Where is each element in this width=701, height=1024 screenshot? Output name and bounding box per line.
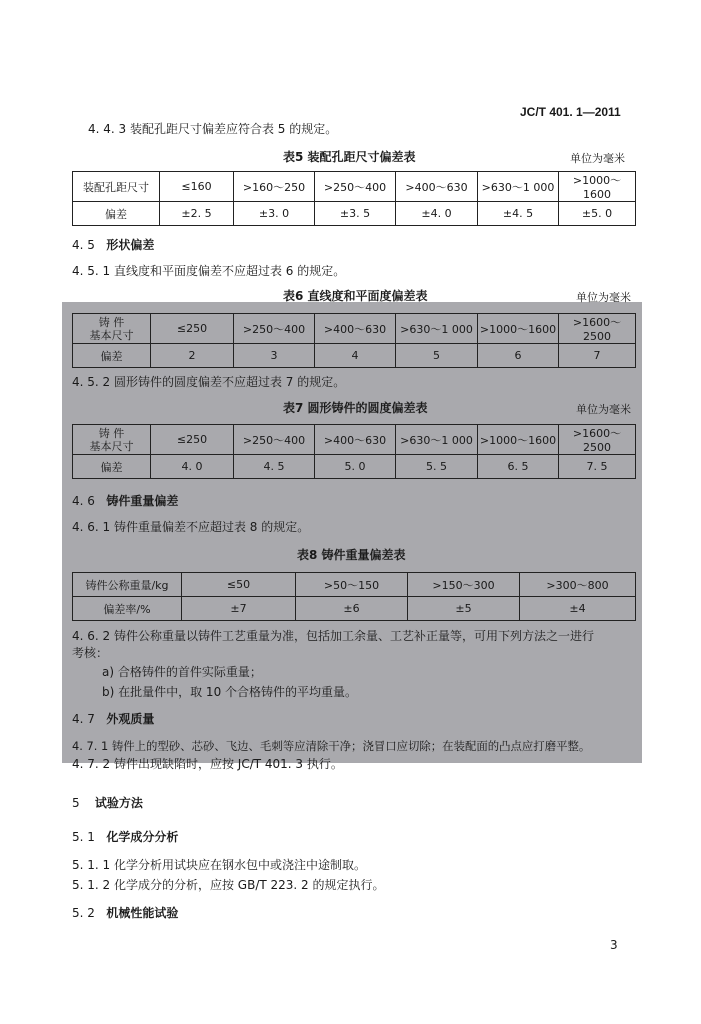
table5-cell: 偏差: [73, 202, 160, 226]
section-4-6-heading: [72, 492, 178, 509]
section-number: 5. 1: [72, 830, 95, 844]
table7-cell: >1000～1600: [478, 425, 559, 455]
table5-cell: >400～630: [396, 172, 478, 202]
table5-cell: ±4. 0: [396, 202, 478, 226]
table7-cell: 4. 5: [234, 455, 315, 479]
table6-cell: >250～400: [234, 314, 315, 344]
table7-title: 表7 圆形铸件的圆度偏差表: [283, 401, 428, 415]
table5-title: 表5 装配孔距尺寸偏差表: [283, 150, 416, 164]
table5-unit: 单位为毫米: [570, 152, 625, 165]
table5-cell: ≤160: [160, 172, 234, 202]
table8-cell: >150～300: [408, 573, 520, 597]
section-title: 外观质量: [106, 712, 155, 726]
section-5-heading: [72, 794, 143, 811]
table8-cell: 铸件公称重量/kg: [73, 573, 182, 597]
table7-cell: >1600～2500: [559, 425, 636, 455]
table6-cell: ≤250: [151, 314, 234, 344]
table7-row-2: [73, 455, 636, 479]
clause-4-6-1: 4. 6. 1 铸件重量偏差不应超过表 8 的规定。: [72, 520, 310, 534]
table6-cell: 2: [151, 344, 234, 368]
table7-cell: >250～400: [234, 425, 315, 455]
section-number: 4. 5: [72, 238, 95, 252]
table6-cell: >1600～2500: [559, 314, 636, 344]
table7-row-1: [73, 425, 636, 455]
table7-cell: 5. 0: [315, 455, 396, 479]
table6-title: 表6 直线度和平面度偏差表: [283, 289, 428, 303]
section-title: 试验方法: [94, 796, 143, 810]
table6: [72, 313, 636, 368]
table6-cell: 偏差: [73, 344, 151, 368]
table5-cell: 装配孔距尺寸: [73, 172, 160, 202]
list-item-a: a) 合格铸件的首件实际重量；: [102, 665, 262, 679]
clause-4-4-3: 4. 4. 3 装配孔距尺寸偏差应符合表 5 的规定。: [88, 122, 338, 136]
table5-cell: >250～400: [315, 172, 396, 202]
table6-header-line: 基本尺寸: [89, 328, 134, 342]
section-title: 机械性能试验: [106, 906, 179, 920]
table7-cell: >400～630: [315, 425, 396, 455]
section-5-1-heading: [72, 828, 178, 845]
table7-cell: 4. 0: [151, 455, 234, 479]
table8: [72, 572, 636, 621]
clause-5-1-1: 5. 1. 1 化学分析用试块应在钢水包中或浇注中途制取。: [72, 858, 366, 872]
table6-cell: 7: [559, 344, 636, 368]
clause-4-7-2: 4. 7. 2 铸件出现缺陷时，应按 JC/T 401. 3 执行。: [72, 757, 343, 771]
table8-title: 表8 铸件重量偏差表: [297, 548, 406, 562]
table8-cell: ±7: [182, 597, 296, 621]
section-title: 形状偏差: [106, 238, 155, 252]
clause-4-6-2-line-2: 考核：: [72, 646, 109, 660]
section-number: 4. 6: [72, 494, 95, 508]
clause-5-1-2: 5. 1. 2 化学成分的分析，应按 GB/T 223. 2 的规定执行。: [72, 878, 385, 892]
table5: [72, 171, 636, 226]
table5-cell: ±2. 5: [160, 202, 234, 226]
section-4-7-heading: [72, 710, 154, 727]
table7-cell: >630～1 000: [396, 425, 478, 455]
table7-cell: 7. 5: [559, 455, 636, 479]
table5-cell: >630～1 000: [478, 172, 559, 202]
table5-cell: >160～250: [234, 172, 315, 202]
table6-unit: 单位为毫米: [576, 291, 631, 304]
table6-cell: 3: [234, 344, 315, 368]
table6-cell: >400～630: [315, 314, 396, 344]
table7-header-line: 铸 件: [98, 426, 125, 440]
table5-row-2: [73, 202, 636, 226]
section-4-5-heading: [72, 236, 154, 253]
table7-cell: 偏差: [73, 455, 151, 479]
table8-cell: ±6: [296, 597, 408, 621]
table5-cell: ±3. 5: [315, 202, 396, 226]
clause-4-5-1: 4. 5. 1 直线度和平面度偏差不应超过表 6 的规定。: [72, 264, 346, 278]
table6-cell: >630～1 000: [396, 314, 478, 344]
section-number: 4. 7: [72, 712, 95, 726]
table6-row-1: [73, 314, 636, 344]
table8-cell: >300～800: [520, 573, 636, 597]
table6-cell: >1000～1600: [478, 314, 559, 344]
table8-cell: ±5: [408, 597, 520, 621]
table5-cell: ±3. 0: [234, 202, 315, 226]
clause-4-7-1: 4. 7. 1 铸件上的型砂、芯砂、飞边、毛刺等应清除干净；浇冒口应切除；在装配面的凸点应打磨平整。: [72, 739, 591, 753]
table6-row-2: [73, 344, 636, 368]
table6-header-cell: [73, 314, 151, 344]
table5-cell: ±5. 0: [559, 202, 636, 226]
table7-header-line: 基本尺寸: [89, 439, 134, 453]
table7-cell: 5. 5: [396, 455, 478, 479]
clause-4-6-2-line-1: 4. 6. 2 铸件公称重量以铸件工艺重量为准，包括加工余量、工艺补正量等，可用下列方法之一进行: [72, 629, 594, 643]
table7-cell: ≤250: [151, 425, 234, 455]
table7-cell: 6. 5: [478, 455, 559, 479]
table5-row-1: [73, 172, 636, 202]
table5-cell: ±4. 5: [478, 202, 559, 226]
clause-4-5-2: 4. 5. 2 圆形铸件的圆度偏差不应超过表 7 的规定。: [72, 375, 346, 389]
list-item-b: b) 在批量件中，取 10 个合格铸件的平均重量。: [102, 685, 358, 699]
document-code: JC/T 401. 1—2011: [520, 105, 621, 119]
table8-row-1: [73, 573, 636, 597]
table6-cell: 6: [478, 344, 559, 368]
table8-cell: ±4: [520, 597, 636, 621]
section-title: 化学成分分析: [106, 830, 179, 844]
section-title: 铸件重量偏差: [106, 494, 179, 508]
page-number: 3: [610, 938, 618, 952]
table8-row-2: [73, 597, 636, 621]
table6-cell: 5: [396, 344, 478, 368]
table8-cell: >50～150: [296, 573, 408, 597]
table7-unit: 单位为毫米: [576, 403, 631, 416]
table7-header-cell: [73, 425, 151, 455]
section-number: 5: [72, 796, 80, 810]
table6-header-line: 铸 件: [98, 315, 125, 329]
table7: [72, 424, 636, 479]
table5-cell: >1000～1600: [559, 172, 636, 202]
section-number: 5. 2: [72, 906, 95, 920]
table6-cell: 4: [315, 344, 396, 368]
table8-cell: 偏差率/%: [73, 597, 182, 621]
section-5-2-heading: [72, 904, 178, 921]
table8-cell: ≤50: [182, 573, 296, 597]
